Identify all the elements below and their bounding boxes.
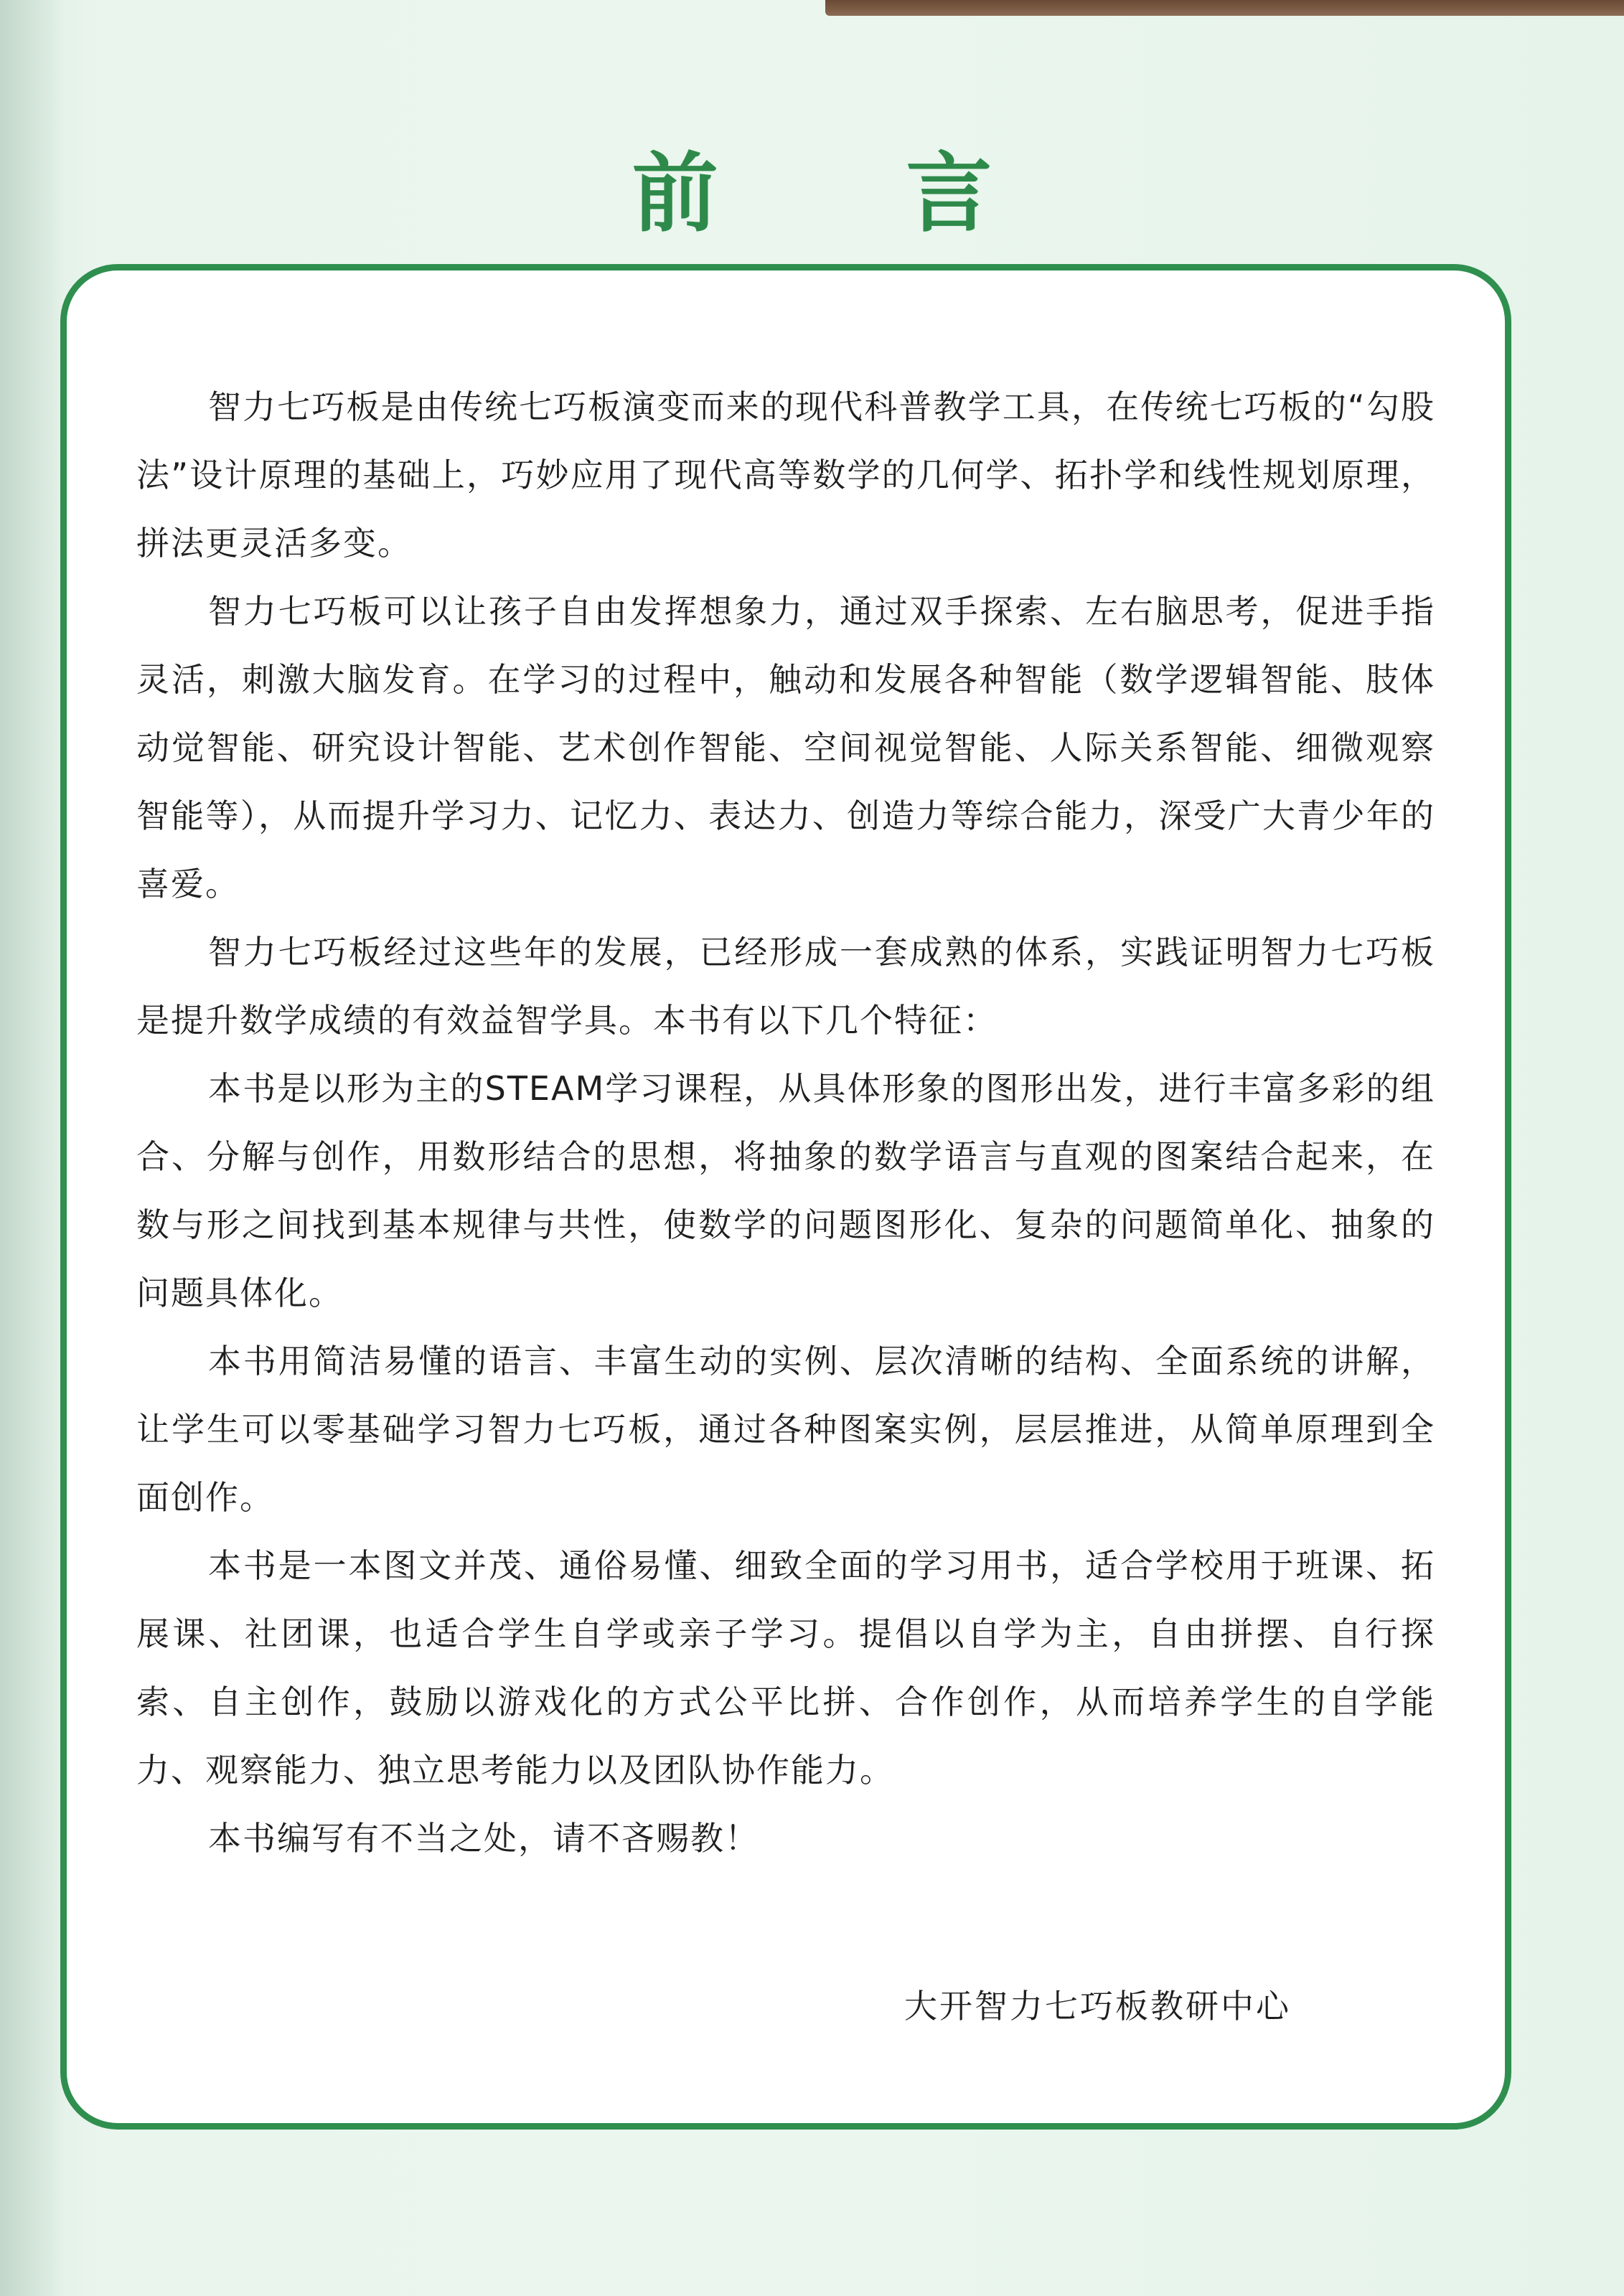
preface-body xyxy=(136,373,1435,1873)
paragraph: 本书用简洁易懂的语言、丰富生动的实例、层次清晰的结构、全面系统的讲解，让学生可以零基础学习智力七巧板，通过各种图案实例，层层推进，从简单原理到全面创作。 xyxy=(136,1342,1435,1517)
background-object xyxy=(825,0,1624,16)
paragraph: 本书是以形为主的STEAM学习课程，从具体形象的图形出发，进行丰富多彩的组合、分解与创作，用数形结合的思想，将抽象的数学语言与直观的图案结合起来，在数与形之间找到基本规律与共性，使数学的问题图形化、复杂的问题简单化、抽象的问题具体化。 xyxy=(136,1069,1435,1312)
paragraph: 智力七巧板经过这些年的发展，已经形成一套成熟的体系，实践证明智力七巧板是提升数学成绩的有效益智学具。本书有以下几个特征： xyxy=(136,933,1435,1040)
paragraph: 智力七巧板可以让孩子自由发挥想象力，通过双手探索、左右脑思考，促进手指灵活，刺激大脑发育。在学习的过程中，触动和发展各种智能（数学逻辑智能、肢体动觉智能、研究设计智能、艺术创作智能、空间视觉智能、人际关系智能、细微观察智能等），从而提升学习力、记忆力、表达力、创造力等综合能力，深受广大青少年的喜爱。 xyxy=(136,592,1435,903)
page-title: 前 言 xyxy=(632,143,1071,244)
paragraph: 本书是一本图文并茂、通俗易懂、细致全面的学习用书，适合学校用于班课、拓展课、社团课，也适合学生自学或亲子学习。提倡以自学为主，自由拼摆、自行探索、自主创作，鼓励以游戏化的方式公平比拼、合作创作，从而培养学生的自学能力、观察能力、独立思考能力以及团队协作能力。 xyxy=(136,1546,1435,1789)
paragraph: 本书编写有不当之处，请不吝赐教！ xyxy=(208,1819,759,1858)
paragraph: 智力七巧板是由传统七巧板演变而来的现代科普教学工具，在传统七巧板的“勾股法”设计原理的基础上，巧妙应用了现代高等数学的几何学、拓扑学和线性规划原理，拼法更灵活多变。 xyxy=(136,387,1435,563)
page-spine-shadow xyxy=(0,0,65,2296)
signature: 大开智力七巧板教研中心 xyxy=(904,1987,1291,2026)
